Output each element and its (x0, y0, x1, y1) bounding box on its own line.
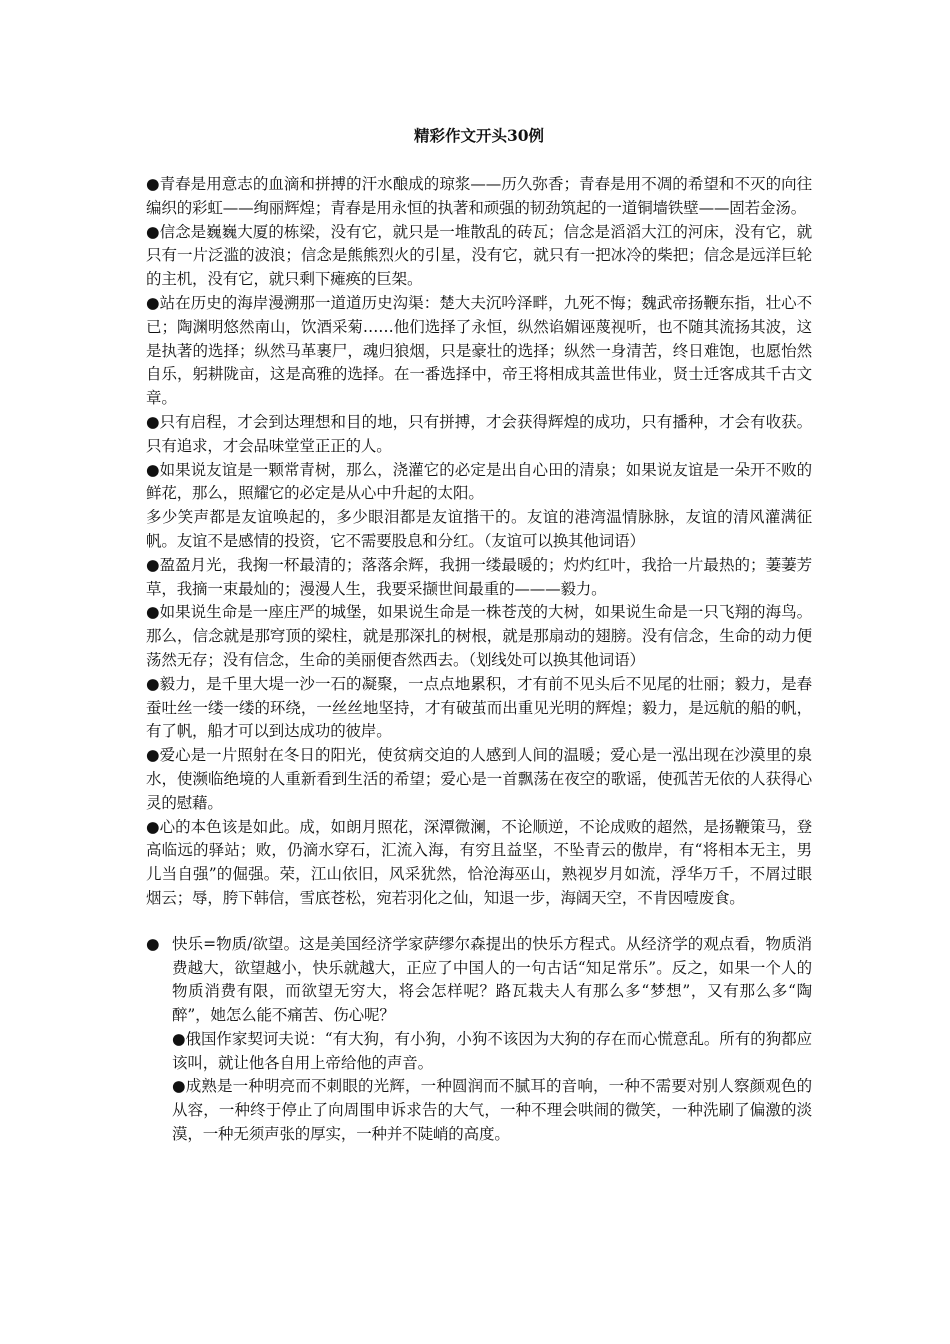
paragraph-friendship-2: 多少笑声都是友谊唤起的，多少眼泪都是友谊揩干的。友谊的港湾温情脉脉，友谊的清风灌满征帆。友谊不是感情的投资，它不需要股息和分红。（友谊可以换其他词语） (146, 508, 812, 550)
paragraph-perseverance: ●盈盈月光，我掬一杯最清的；落落余辉，我拥一缕最暖的；灼灼红叶，我拾一片最热的；萋萋芳草，我摘一束最灿的；漫漫人生，我要采撷世间最重的———毅力。 (146, 555, 812, 598)
paragraph-youth: ●青春是用意志的血滴和拼搏的汗水酿成的琼浆——历久弥香；青春是用不凋的希望和不灭的向往编织的彩虹——绚丽辉煌；青春是用永恒的执著和顽强的韧劲筑起的一道铜墙铁壁——固若金汤。 (146, 175, 812, 217)
page-title: 精彩作文开头30例 (413, 126, 545, 145)
paragraph-belief: ●信念是巍巍大厦的栋梁，没有它，就只是一堆散乱的砖瓦；信念是滔滔大江的河床，没有它，就只有一片泛滥的波浪；信念是熊熊烈火的引星，没有它，就只有一把冰冷的柴把；信念是远洋巨轮的主机，没有它，就只剩下瘫痪的巨架。 (146, 222, 812, 289)
paragraph-heart: ●心的本色该是如此。成，如朗月照花，深潭微澜，不论顺逆，不论成败的超然，是扬鞭策马，登高临远的驿站；败，仍滴水穿石，汇流入海，有穷且益坚，不坠青云的傲岸，有“将相本无主，男儿当自强”的倔强。荣，江山依旧，风采犹然，恰沧海巫山，熟视岁月如流，浮华万千，不屑过眼烟云；辱，胯下韩信，雪底苍松，宛若羽化之仙，知退一步，海阔天空，不肯因噎废食。 (146, 817, 812, 907)
section-gap (146, 911, 812, 933)
list-item-chekhov: ●俄国作家契诃夫说：“有大狗，有小狗，小狗不该因为大狗的存在而心慌意乱。所有的狗都应该叫，就让他各自用上帝给他的声音。 (172, 1029, 812, 1072)
paragraph-life-belief: ●如果说生命是一座庄严的城堡，如果说生命是一株苍茂的大树，如果说生命是一只飞翔的海鸟。那么，信念就是那穹顶的梁柱，就是那深扎的树根，就是那扇动的翅膀。没有信念，生命的动力便荡然无存；没有信念，生命的美丽便杳然西去。（划线处可以换其他词语） (146, 603, 812, 669)
paragraph-love: ●爱心是一片照射在冬日的阳光，使贫病交迫的人感到人间的温暖；爱心是一泓出现在沙漠里的泉水，使濒临绝境的人重新看到生活的希望；爱心是一首飘荡在夜空的歌谣，使孤苦无依的人获得心灵的慰藉。 (146, 746, 812, 812)
paragraph-history: ●站在历史的海岸漫溯那一道道历史沟渠：楚大夫沉吟泽畔，九死不悔；魏武帝扬鞭东指，壮心不已；陶渊明悠然南山，饮酒采菊……他们选择了永恒，纵然谄媚诬蔑视听，也不随其流扬其波，这是执著的选择；纵然马革裹尸，魂归狼烟，只是豪壮的选择；纵然一身清苦，终日难饱，也愿怡然自乐，躬耕陇亩，这是高雅的选择。在一番选择中，帝王将相成其盖世伟业，贤士迁客成其千古文章。 (146, 293, 812, 408)
bulleted-list (146, 933, 812, 1147)
paragraph-friendship: ●如果说友谊是一颗常青树，那么，浇灌它的必定是出自心田的清泉；如果说友谊是一朵开不败的鲜花，那么，照耀它的必定是从心中升起的太阳。 (146, 460, 812, 503)
paragraph-journey: ●只有启程，才会到达理想和目的地，只有拼搏，才会获得辉煌的成功，只有播种，才会有收获。只有追求，才会品味堂堂正正的人。 (146, 412, 812, 455)
list-bullet-icon: ● (146, 934, 160, 953)
list-item-maturity: ●成熟是一种明亮而不刺眼的光辉，一种圆润而不腻耳的音响，一种不需要对别人察颜观色的从容，一种终于停止了向周围申诉求告的大气，一种不理会哄闹的微笑，一种洗刷了偏激的淡漠，一种无须声张的厚实，一种并不陡峭的高度。 (172, 1077, 812, 1144)
list-item-happiness: 快乐=物质/欲望。这是美国经济学家萨缪尔森提出的快乐方程式。从经济学的观点看，物质消费越大，欲望越小，快乐就越大，正应了中国人的一句古话“知足常乐”。反之，如果一个人的物质消费有限，而欲望无穷大，将会怎样呢？路瓦栽夫人有那么多“梦想”，又有那么多“陶醉”，她怎么能不痛苦、伤心呢？ (172, 934, 812, 1025)
paragraph-willpower: ●毅力，是千里大堤一沙一石的凝聚，一点点地累积，才有前不见头后不见尾的壮丽；毅力，是春蚕吐丝一缕一缕的环绕，一丝丝地坚持，才有破茧而出重见光明的辉煌；毅力，是远航的船的帆，有了帆，船才可以到达成功的彼岸。 (146, 674, 812, 741)
